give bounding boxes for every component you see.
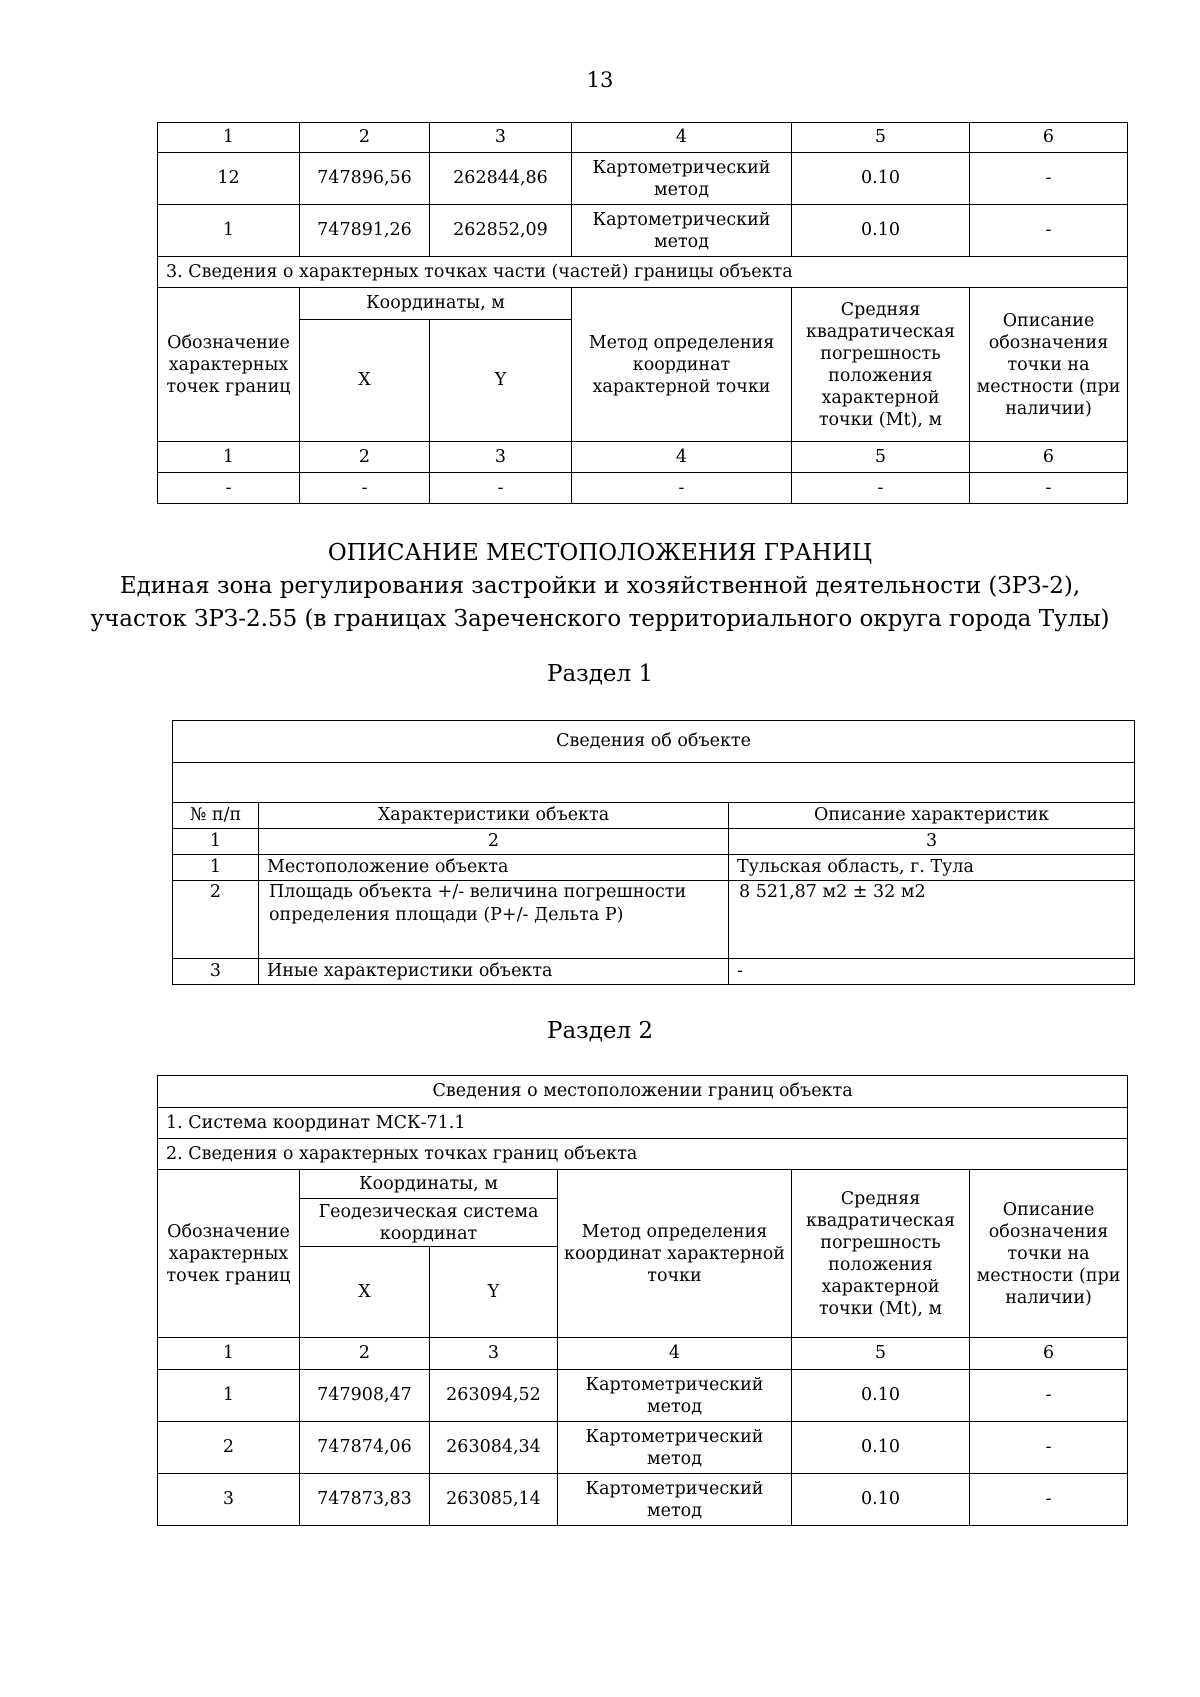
header-number: № п/п [173, 803, 259, 829]
continuation-table [157, 122, 1128, 504]
header-mt: Средняя квадратическая погрешность положения характерной точки (Mt), м [792, 288, 970, 442]
col-num: 1 [158, 1338, 300, 1370]
document-heading [0, 537, 1200, 636]
heading-line-1: ОПИСАНИЕ МЕСТОПОЛОЖЕНИЯ ГРАНИЦ [327, 540, 873, 566]
coord-system: 1. Система координат МСК-71.1 [158, 1108, 1128, 1139]
characteristic-name: Местоположение объекта [259, 855, 729, 881]
blank-row [173, 763, 1135, 803]
method: Картометрический метод [558, 1422, 792, 1474]
point-number: 1 [158, 205, 300, 257]
col-num: 2 [300, 442, 430, 473]
header-points: Обозначение характерных точек границ [158, 1170, 300, 1338]
col-num: 1 [173, 829, 259, 855]
table-row [158, 1422, 1128, 1474]
empty-cell: - [430, 473, 572, 504]
heading-line-3: участок ЗРЗ-2.55 (в границах Зареченского территориального округа города Тулы) [90, 606, 1110, 632]
col-num: 3 [430, 442, 572, 473]
coord-y: 263084,34 [430, 1422, 558, 1474]
col-num: 5 [792, 123, 970, 153]
row-number: 1 [173, 855, 259, 881]
object-info-table [172, 720, 1135, 985]
header-description: Описание обозначения точки на местности (при наличии) [970, 1170, 1128, 1338]
mt-value: 0.10 [792, 205, 970, 257]
coord-y: 262852,09 [430, 205, 572, 257]
section-1-title: Раздел 1 [546, 661, 654, 687]
method: Картометрический метод [558, 1474, 792, 1526]
empty-cell: - [300, 473, 430, 504]
col-num: 3 [430, 1338, 558, 1370]
header-row [173, 803, 1135, 829]
table-row [158, 153, 1128, 205]
table-row [173, 959, 1135, 985]
col-num: 3 [430, 123, 572, 153]
coord-y: 263094,52 [430, 1370, 558, 1422]
page-number: 13 [586, 68, 614, 92]
empty-cell: - [792, 473, 970, 504]
header-mt: Средняя квадратическая погрешность положения характерной точки (Mt), м [792, 1170, 970, 1338]
mt-value: 0.10 [792, 153, 970, 205]
part-section-label: 3. Сведения о характерных точках части (частей) границы объекта [158, 257, 1128, 288]
points-section-row [158, 1139, 1128, 1170]
coord-x: 747873,83 [300, 1474, 430, 1526]
table-title-row [173, 721, 1135, 763]
description: - [970, 205, 1128, 257]
blank-cell [173, 763, 1135, 803]
header-method: Метод определения координат характерной точки [558, 1170, 792, 1338]
col-num: 6 [970, 1338, 1128, 1370]
description: - [970, 153, 1128, 205]
col-num: 4 [572, 123, 792, 153]
header-x: X [300, 1247, 430, 1338]
header-method: Метод определения координат характерной точки [572, 288, 792, 442]
header-row [158, 1170, 1128, 1199]
empty-cell: - [970, 473, 1128, 504]
col-num: 3 [729, 829, 1135, 855]
col-num: 2 [300, 123, 430, 153]
header-x: X [300, 320, 430, 442]
table-title-row [158, 1076, 1128, 1108]
characteristic-name: Площадь объекта +/- величина погрешности определения площади (P+/- Дельта P) [259, 881, 729, 959]
part-section-row [158, 257, 1128, 288]
characteristic-value: - [729, 959, 1135, 985]
method: Картометрический метод [572, 153, 792, 205]
method: Картометрический метод [572, 205, 792, 257]
header-geodetic-system: Геодезическая система координат [300, 1199, 558, 1247]
table-row [173, 881, 1135, 959]
empty-cell: - [572, 473, 792, 504]
table-row [158, 1474, 1128, 1526]
characteristic-name: Иные характеристики объекта [259, 959, 729, 985]
coord-system-row [158, 1108, 1128, 1139]
table-title: Сведения о местоположении границ объекта [158, 1076, 1128, 1108]
coord-x: 747874,06 [300, 1422, 430, 1474]
empty-cell: - [158, 473, 300, 504]
header-coords: Координаты, м [300, 1170, 558, 1199]
points-section-label: 2. Сведения о характерных точках границ объекта [158, 1139, 1128, 1170]
mt-value: 0.10 [792, 1474, 970, 1526]
table-row [158, 473, 1128, 504]
col-num: 1 [158, 123, 300, 153]
coord-x: 747908,47 [300, 1370, 430, 1422]
row-number: 3 [173, 959, 259, 985]
characteristic-value: Тульская область, г. Тула [729, 855, 1135, 881]
col-num: 1 [158, 442, 300, 473]
col-num: 5 [792, 442, 970, 473]
row-number: 2 [173, 881, 259, 959]
point-number: 1 [158, 1370, 300, 1422]
coord-y: 263085,14 [430, 1474, 558, 1526]
mt-value: 0.10 [792, 1370, 970, 1422]
table-row [158, 205, 1128, 257]
header-coords: Координаты, м [300, 288, 572, 320]
column-number-row [158, 442, 1128, 473]
column-number-row [158, 1338, 1128, 1370]
column-number-row [173, 829, 1135, 855]
col-num: 2 [300, 1338, 430, 1370]
table-row [158, 1370, 1128, 1422]
mt-value: 0.10 [792, 1422, 970, 1474]
col-num: 4 [558, 1338, 792, 1370]
point-number: 2 [158, 1422, 300, 1474]
description: - [970, 1370, 1128, 1422]
col-num: 2 [259, 829, 729, 855]
col-num: 5 [792, 1338, 970, 1370]
table-title: Сведения об объекте [173, 721, 1135, 763]
point-number: 3 [158, 1474, 300, 1526]
boundary-points-table [157, 1075, 1128, 1526]
header-description: Описание характеристик [729, 803, 1135, 829]
characteristic-value: 8 521,87 м2 ± 32 м2 [729, 881, 1135, 959]
description: - [970, 1422, 1128, 1474]
description: - [970, 1474, 1128, 1526]
col-num: 6 [970, 442, 1128, 473]
heading-line-2: Единая зона регулирования застройки и хозяйственной деятельности (ЗРЗ-2), [119, 573, 1081, 599]
coord-x: 747896,56 [300, 153, 430, 205]
method: Картометрический метод [558, 1370, 792, 1422]
coord-x: 747891,26 [300, 205, 430, 257]
col-num: 6 [970, 123, 1128, 153]
column-number-row [158, 123, 1128, 153]
section-2-title: Раздел 2 [546, 1018, 654, 1044]
header-row [158, 288, 1128, 320]
header-description: Описание обозначения точки на местности (при наличии) [970, 288, 1128, 442]
header-y: Y [430, 1247, 558, 1338]
coord-y: 262844,86 [430, 153, 572, 205]
table-row [173, 855, 1135, 881]
point-number: 12 [158, 153, 300, 205]
header-points: Обозначение характерных точек границ [158, 288, 300, 442]
header-characteristic: Характеристики объекта [259, 803, 729, 829]
col-num: 4 [572, 442, 792, 473]
header-y: Y [430, 320, 572, 442]
